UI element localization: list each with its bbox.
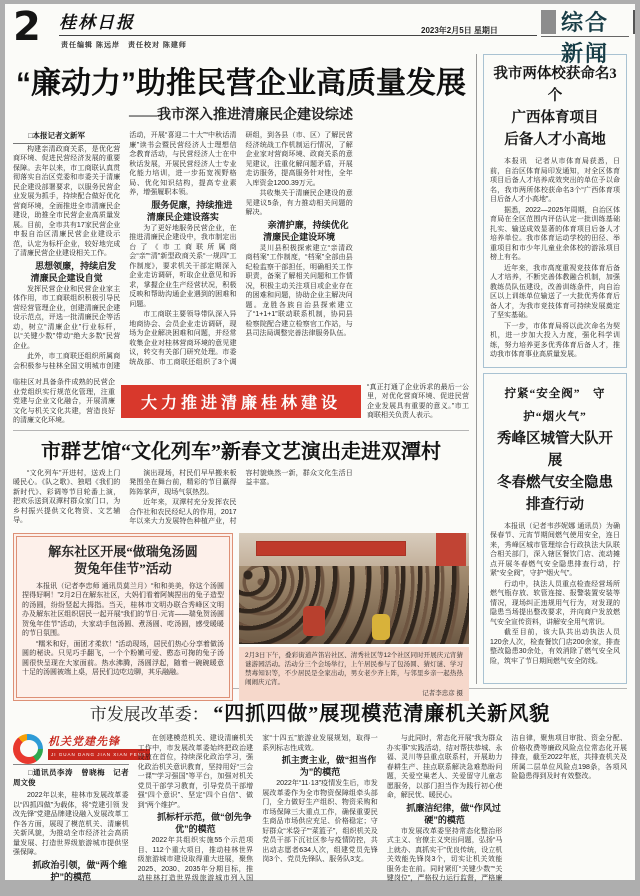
bottom-paragraph: 2022年以来，桂林市发展改革委以“四抓四做”为载体，将“党建引领 发改先锋”党建品牌建设融入发展改革工作各方面，展现了模范机关、清廉机关新风貌，为推动全市经济社会高质量发展、打造世界级旅游城市提供坚强保障。 (13, 792, 129, 856)
page-header (13, 4, 627, 66)
sports-paragraph: 近年来，我市高度重视竞技体育后备人才培养，不断完善体教融合机制，加强教练员队伍建设，改善训练条件，向自治区以上训练单位输送了一大批优秀体育后备人才，为我市竞技体育可持续发展奠定了坚实基础。 (490, 264, 620, 319)
photo-figure (372, 614, 390, 640)
lead-subhead-1: 思想领廉，持续启发清廉民企建设自觉 (30, 260, 117, 283)
news-photo (239, 533, 469, 644)
page-number: 2 (13, 4, 41, 50)
party-logo-block (13, 734, 147, 787)
bottom-paragraph: 2022年共组织实施55个示范项目、112个重大项目，推动桂林世界级旅游城市建设取得重大进展，聚焦2025、2030、2035年分期目标，推动桂林打造世界级旅游城市列入国家“十四五”旅游业发展规划，取得一系列标志性成效。 (137, 735, 378, 882)
top-region (13, 54, 627, 697)
newspaper-page (5, 4, 635, 880)
editors-line: 责任编辑 陈远岸 责任校对 陈建师 (61, 42, 187, 49)
lead-body (13, 131, 469, 375)
lead-paragraph: 构建亲清政商关系，是优化营商环境、促进民营经济发展的重要保障。去年以来，市工商联认真贯彻落实自治区党委和市委关于清廉民企建设部署要求，以服务民营企业发展为抓手，持续配合做好优化营商环境，全面推进全市清廉民企建设，助推全市民营企业高质量发展。目前，全市共有17家民营企业申报自治区清廉民营企业建设示范，认定为标杆企业，较好地完成了清廉民营企业建设相关工作。 (13, 145, 121, 257)
banner-side-text: 临桂区对具备条件成熟的民营企业党组织实行规范化管理，注重党建与企业文化融合，开展清廉文化与机关文化共建，营造良好的清廉文化环境。 (13, 379, 115, 424)
bottom-subhead-1: 抓政治引领，做“两个维护”的模范 (32, 859, 128, 882)
lead-byline: □本报记者文新军 (13, 131, 120, 144)
photo-wrap (239, 533, 469, 701)
box-title-line2: 贺兔年佳节”活动 (74, 560, 172, 576)
sports-headline-line2: 广西体育项目 (511, 110, 599, 126)
section-block-icon (541, 10, 556, 34)
gas-safety-body (490, 522, 620, 667)
bottom-paragraph: 2022年“11·13”疫情发生后，市发展改革委作为全市物资保障组牵头部门，全力做好生产组织、物资采购和市场保障三大重点工作，确保重要民生商品市场供应充足、价格稳定；守好群众“米袋子”“菜篮子”，组织机关及党员干部下沉社区参与疫情防控，共出动志愿者634人次，组建党员先锋岗3个、党员先锋队、服务队3支。 (262, 780, 378, 863)
box-title (22, 543, 224, 577)
culture-train-body (13, 469, 469, 529)
lead-paragraph: 为了更好地服务民营企业，在推进清廉民企建设中，我市制定出台了《市工商联所属商会“亲”“清”新型政商关系“一规四”工作制度》，要求机关干部定期深入企业走访调研，听取企业意见和诉求，掌握企业生产经营状况，积极反映和帮助沟通企业遇到的困难和问题。 (129, 224, 237, 308)
section-bar-icon (633, 10, 635, 34)
box-and-photo-row (13, 533, 469, 701)
photo-crowd (239, 566, 469, 644)
banner-row (13, 378, 469, 426)
bottom-article (13, 688, 627, 884)
photo-caption-box (239, 647, 469, 701)
mid-paragraph: “文化列车”开进村，送戏上门暖民心。《队之歌》、独唱《我们的新时代》、彩调等节目轮番上演，把欢乐送到双潭村群众家门口，为乡村振兴提供文化物资、文艺辅导。 (13, 469, 121, 524)
lead-paragraph: 灵川县积极探索建立“亲清政商档案”工作制度，“档案”全部由县纪检监察干部担任，明确相关工作职责，备案了解相关问题和工作情况，积极主动关注项目或企业存在的困难和问题，协助企业主解决问题。龙胜各族自治县探索建立了“1+1+1”联动联系机制，协同县检察院配合建立检察官工作站，与县司法局调整完善法律服务队伍。 (245, 244, 353, 337)
lead-subhead-3: 亲清护廉，持续优化清廉民企建设环境 (263, 219, 349, 242)
lead-paragraph: 发挥民营企业和民营企业家主体作用，市工商联组织积极引导民营经营管理企业，创建清廉民企建设示范点，评选一批清廉民企等活动，树立“清廉企业”行业标杆，以“关键少数”带动“绝大多数”民营企业。 (13, 285, 121, 350)
sports-paragraph: 本报讯 记者从市体育局获悉，日前，自治区体育局印发通知，对全区体育项目后备人才培养成效突出的单位予以命名，我市两所体校获命名3个“广西体育项目后备人才小高地”。 (490, 158, 620, 203)
lead-paragraph: 此外，市工商联还组织所属商会积极参与桂林全国文明城市创建活动，开展“喜迎二十大”“中秋话清廉”读书会暨民营经济人士理想信念教育活动，与民营经济人士在中秋话发展，开展民营经济人士专业化能力培训，进一步拓宽视野格局、优化知识结构，提高专业素养，增强履职本领。 (13, 132, 237, 370)
photo-figure (303, 606, 325, 636)
community-event-box (13, 533, 233, 701)
gas-safety-headline (490, 382, 620, 516)
box-paragraph: 本报讯（记者李忠师 通讯员莫兰月）“和和美美，你这个汤圆捏得好啊！”2月2日在解东社区，大妈们看着阿姨捏出的兔子造型的汤圆，纷纷竖起大拇指。当天，桂林市文明办联合秀峰区文明办及解东社区组织居民一起开展“我们的节日·元宵——瑞兔贺汤圆 贺兔年佳节”活动，大家动手包汤圆、煮汤圆、吃汤圆，感受暖暖的节日氛围。 (22, 582, 224, 637)
bottom-byline: □通讯员李涛 曾晓梅 记者周文俊 (13, 764, 129, 787)
party-logo-pinyin: JI GUAN DANG JIAN XIAN FENG (48, 749, 150, 761)
sports-body (490, 157, 620, 360)
right-column (476, 54, 627, 684)
section-divider (13, 430, 469, 431)
gas-paragraph: 行动中，执法人员重点检查经营场所燃气瓶存放、软管连接、报警装置安装等情况，现场纠正违规用气行为，对发现的隐患当场提出整改要求，并向商户发放燃气安全宣传资料，讲解安全用气常识。 (490, 580, 620, 626)
box-paragraph: “糯米和好，面团才柔软！”活动现场，居民们热心分享着做汤圆的秘诀。只见巧手翻飞，一个个粉嫩可爱、憨态可掬的兔子汤圆很快呈现在大家面前。热水沸腾，汤圆浮起，随着一碗碗暖意十足的汤圆被端上桌，居民们边吃边聊，其乐融融。 (22, 640, 224, 676)
bottom-headline (13, 697, 627, 726)
box-body (22, 582, 224, 678)
lead-subheadline: ——我市深入推进清廉民企建设综述 (129, 108, 353, 123)
bottom-paragraph: 在创建模范机关、建设清廉机关工作中，市发展改革委始终把政治建设放在首位，持续深化政治学习，强化政治机关意识教育，坚持用好“三会一课”“学习强国”等平台，加强对机关党员干部学习教育，引导党员干部增强“四个意识”、坚定“四个自信”、做到“两个维护”。 (137, 735, 254, 809)
banner-side-text: “真正打通了企业诉求的最后一公里，对优化营商环境、促进民营企业发展具有重要的意义。”市工商联相关负责人表示。 (367, 383, 470, 420)
campaign-banner: 大力推进清廉桂林建设 (121, 385, 361, 418)
gas-paragraph: 截至目前，该大队共出动执法人员120余人次，检查餐饮门店200余家，排查整改隐患30余处，有效消除了燃气安全风险，筑牢了节日期间燃气安全防线。 (490, 629, 620, 665)
mid-paragraph: 近年来，双潭村充分发挥农民合作社和农民经纪人的作用，2017年以来大力发展特色种植产业，村容村貌焕然一新，群众文化生活日益丰富。 (129, 469, 353, 525)
gas-headline-kicker: 拧紧“安全阀” 守护“烟火气” (504, 387, 606, 423)
sports-headline-line1: 我市两体校获命名3个 (493, 66, 617, 104)
bottom-subhead-4: 抓廉洁纪律，做“作风过硬”的模范 (406, 802, 501, 825)
sports-paragraph: 据悉，2022—2025年周期，自治区体育局在全区范围内评估认定一批训练基础扎实、输送成效显著的体育项目后备人才培养单位。我市体育运动学校的田径、举重项目和市少年儿童业余体校的游泳项目榜上有名。 (490, 206, 620, 261)
gas-paragraph: 本报讯（记者韦莎妮娜 通讯员）为确保春节、元宵节期间燃气使用安全，连日来，秀峰区城市管理综合行政执法大队联合相关部门，深入辖区餐饮门店、流动摊点开展冬春燃气安全隐患排查行动，拧紧“安全阀”，守护“烟火气”。 (490, 522, 620, 577)
party-logo-icon (13, 734, 43, 764)
box-title-line1: 解东社区开展“做瑞兔汤圆 (48, 543, 198, 559)
bottom-paragraph: 与此同时，常态化开展“我为群众办实事”实践活动，结对帮扶恭城、永福、灵川等县重点联系村，开展助力春耕生产、挂点联系解决急难愁盼问题，关爱空巢老人、关爱留守儿童志愿服务，以部门担当作为践行初心使命，解民忧、暖民心。 (386, 735, 503, 799)
bottom-headline-leadin: 市发展改革委： (89, 705, 209, 724)
bottom-paragraph: 市发展改革委坚持常态化整治形式主义、官僚主义突出问题，弘扬“马上就办、真抓实干”优良传统，设立机关效能先锋岗3个，切实让机关效能服务走在前。同时紧盯“关键少数”“关键岗位”，严格权力运行监督，严格廉洁自律，聚焦项目审批、资金分配、价格收费等廉政风险点位常态化开展排查，截至2022年底，共排查机关及所属二层单位风险点198条，各项风险隐患得到及时有效整改。 (386, 735, 627, 882)
issue-date: 2023年2月5日 星期日 (421, 26, 498, 35)
bottom-subhead-2: 抓标杆示范，做“创先争优”的模范 (157, 812, 252, 834)
section-title: 综合新闻 (561, 10, 610, 66)
sports-paragraph: 下一步，市体育局将以此次命名为契机，进一步加大投入力度，强化科学训练，努力培养更多优秀体育后备人才，推动我市体育事业高质量发展。 (490, 322, 620, 358)
photo-caption: 2月3日下午，叠彩街道芦笛岩社区、清秀社区等12个社区同时开展庆元宵猜谜游园活动。活动分三个会场举行，上午居民参与了包汤圆、猜灯谜、学习禁毒知识等，不少居民是全家出动，男女老少齐上阵，与邻里乡亲一起热热闹闹庆元宵。 (245, 651, 463, 686)
lead-paragraph: 共收集关于清廉民企建设的意见建议5条，有力推动相关问题的解决。 (245, 190, 353, 216)
sports-article (483, 54, 627, 368)
sports-headline-line3: 后备人才小高地 (504, 132, 606, 148)
section-rule (541, 36, 629, 37)
main-column (13, 54, 470, 697)
lead-subhead-2: 服务促廉，持续推进清廉民企建设落实 (146, 199, 233, 222)
photo-credit: 记者李忠彦 摄 (422, 689, 463, 697)
bottom-body (13, 734, 627, 884)
lead-paragraph: 市工商联主要领导带队深入异地商协会、会员企业走访调研，现场为企业解决困难和问题，并经常收集企业对桂林营商环境的意见建议，转交有关部门研究处理。市委统战部、市工商联还组织了3个调研组，到各县（市、区）了解民营经济统战工作机制运行情况，了解企业家对营商环境、政商关系的意见建议，注重化解问题矛盾，开展走访服务，提高服务针对性，全年入库资金1200.39万元。 (129, 132, 353, 366)
gas-headline-line2: 秀峰区城管大队开展 (497, 430, 613, 469)
masthead-logo: 桂林日报 (59, 13, 135, 32)
photo-banner (257, 542, 404, 555)
culture-train-headline: 市群艺馆“文化列车”新春文艺演出走进双潭村 (41, 440, 441, 463)
sports-headline (490, 63, 620, 151)
gas-headline-line3: 冬春燃气安全隐患排查行动 (497, 474, 613, 513)
lead-headline: “廉动力”助推民营企业高质量发展 (16, 67, 466, 100)
gas-safety-article (483, 373, 627, 685)
bottom-headline-main: “四抓四做”展现模范清廉机关新风貌 (213, 703, 551, 725)
culture-train-article (13, 435, 469, 701)
mid-paragraph: 演出现场，村民们早早搬来板凳围坐在舞台前，精彩的节目赢得阵阵掌声，现场气氛热烈。 (129, 469, 237, 496)
party-logo-title: 机关党建先锋 (48, 736, 120, 748)
bottom-subhead-3: 抓主责主业，做“担当作为”的模范 (281, 755, 377, 777)
lead-article (13, 58, 469, 426)
